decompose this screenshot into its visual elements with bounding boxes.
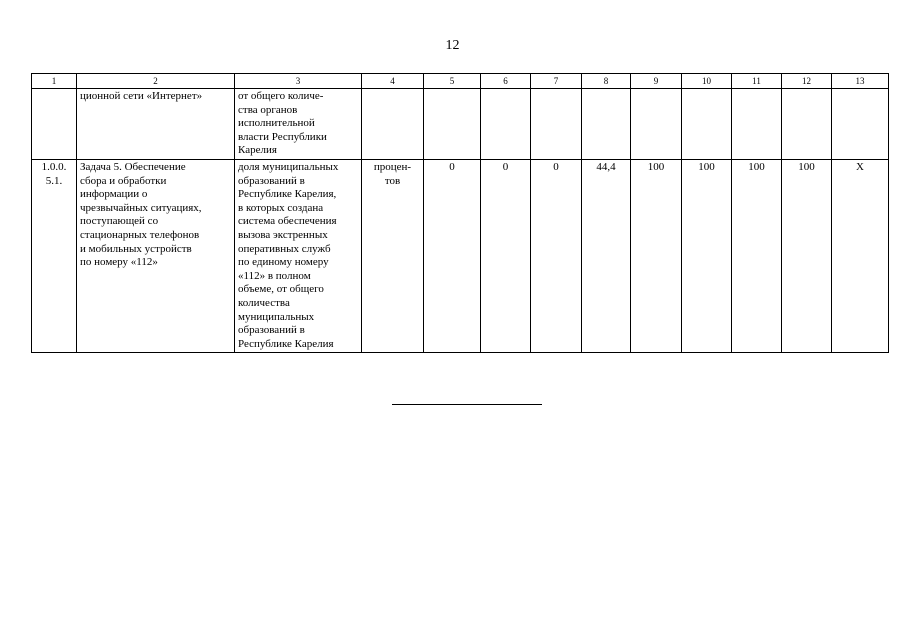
empty-cell xyxy=(782,89,832,160)
text-line: Карелия xyxy=(238,144,277,157)
task-cell xyxy=(77,159,235,352)
text-line: ства органов xyxy=(238,103,298,116)
text-line: вызова экстренных xyxy=(238,228,328,241)
separator-line xyxy=(392,404,542,405)
text-line: Республике Карелия, xyxy=(238,188,337,201)
header-cell: 12 xyxy=(782,74,832,89)
empty-cell xyxy=(582,89,631,160)
header-cell: 1 xyxy=(32,74,77,89)
text-line: образований в xyxy=(238,174,305,187)
header-row xyxy=(32,74,889,89)
text-line: система обеспечения xyxy=(238,215,337,228)
empty-cell xyxy=(362,89,424,160)
text-line: муниципальных xyxy=(238,310,315,323)
page-number: 12 xyxy=(445,38,460,53)
text-line: власти Республики xyxy=(238,130,327,143)
value-cell: 0 xyxy=(424,159,481,352)
text-line: в которых создана xyxy=(238,201,324,214)
header-cell: 9 xyxy=(631,74,682,89)
header-cell: 5 xyxy=(424,74,481,89)
value-cell: 100 xyxy=(631,159,682,352)
value-cell: 100 xyxy=(732,159,782,352)
unit-cell xyxy=(362,159,424,352)
header-cell: 3 xyxy=(235,74,362,89)
empty-cell xyxy=(531,89,582,160)
header-cell: 4 xyxy=(362,74,424,89)
header-cell: 10 xyxy=(682,74,732,89)
text-line: «112» в полном xyxy=(238,269,311,282)
continued-task-cell: ционной сети «Интернет» xyxy=(77,89,235,160)
text-line: и мобильных устройств xyxy=(80,242,192,255)
text-line: процен- xyxy=(373,160,412,173)
text-line: 5.1. xyxy=(45,174,63,187)
text-line: оперативных служб xyxy=(238,242,331,255)
text-line: стационарных телефонов xyxy=(80,228,200,241)
indicator-cell xyxy=(235,159,362,352)
text-line: Республике Карелия xyxy=(238,337,334,350)
text-line: доля муниципальных xyxy=(238,160,339,173)
empty-cell xyxy=(481,89,531,160)
header-cell: 11 xyxy=(732,74,782,89)
value-cell: 0 xyxy=(481,159,531,352)
text-line: количества xyxy=(238,296,290,309)
text-line: по единому номеру xyxy=(238,256,329,269)
text-line: информации о xyxy=(80,188,148,201)
text-line: по номеру «112» xyxy=(80,256,158,269)
value-cell: 100 xyxy=(682,159,732,352)
header-cell: 13 xyxy=(832,74,889,89)
empty-cell xyxy=(32,89,77,160)
text-line: объеме, от общего xyxy=(238,283,324,296)
value-cell: 100 xyxy=(782,159,832,352)
text-line: поступающей со xyxy=(80,215,159,228)
text-line: сбора и обработки xyxy=(80,174,167,187)
value-cell: 0 xyxy=(531,159,582,352)
empty-cell xyxy=(631,89,682,160)
continued-indicator-cell xyxy=(235,89,362,160)
text-line: исполнительной xyxy=(238,117,315,130)
row-number-cell xyxy=(32,159,77,352)
indicators-table xyxy=(31,73,889,353)
text-line: образований в xyxy=(238,324,305,337)
header-cell: 6 xyxy=(481,74,531,89)
empty-cell xyxy=(732,89,782,160)
empty-cell xyxy=(424,89,481,160)
text-line: Задача 5. Обеспечение xyxy=(80,160,186,173)
task-row xyxy=(32,159,889,352)
value-cell: 44,4 xyxy=(582,159,631,352)
empty-cell xyxy=(682,89,732,160)
header-cell: 8 xyxy=(582,74,631,89)
text-line: чрезвычайных ситуациях, xyxy=(80,201,202,214)
header-cell: 7 xyxy=(531,74,582,89)
text-line: от общего количе- xyxy=(238,90,324,102)
text-line: 1.0.0. xyxy=(41,160,67,173)
header-cell: 2 xyxy=(77,74,235,89)
text-line: тов xyxy=(384,174,401,187)
empty-cell xyxy=(832,89,889,160)
value-cell: X xyxy=(832,159,889,352)
continued-row xyxy=(32,89,889,160)
